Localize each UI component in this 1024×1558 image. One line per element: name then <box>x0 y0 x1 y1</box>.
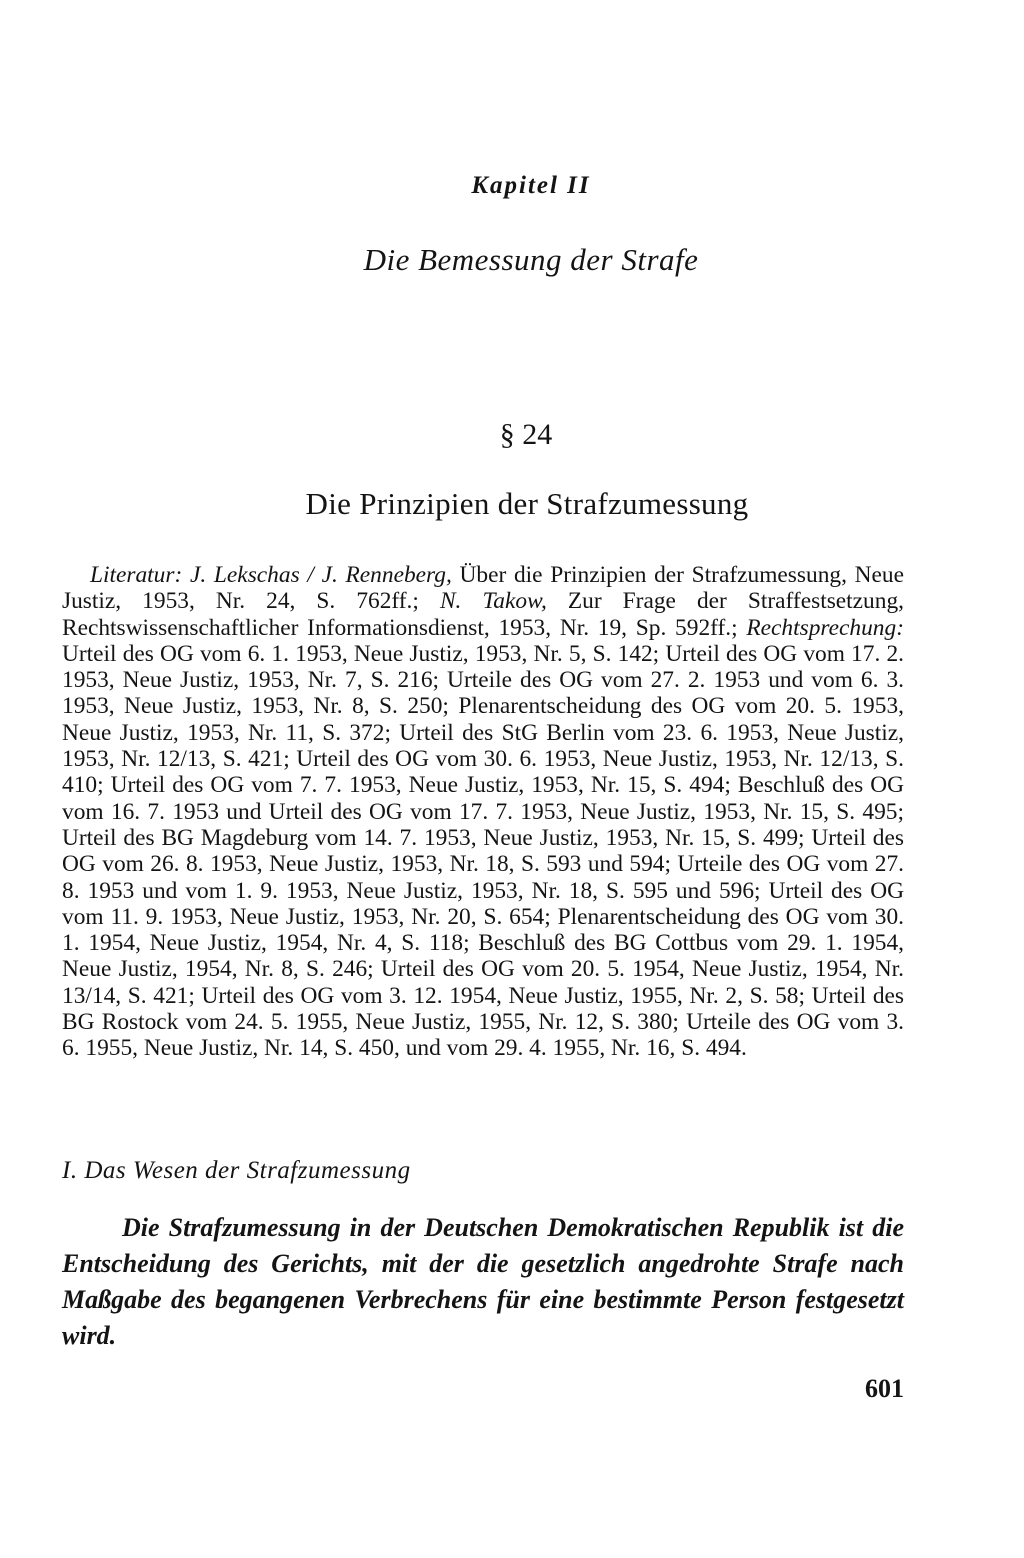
literature-paragraph <box>62 562 904 1062</box>
page-number: 601 <box>865 1374 904 1403</box>
subheading: I. Das Wesen der Strafzumessung <box>62 1157 411 1184</box>
case-law-label: Rechtsprechung: <box>746 614 904 641</box>
literature-text-2: Zur Frage der Straffestsetzung, Rechtswissenschaftlicher Informationsdienst, 1953, Nr. 19, Sp. 592ff.; <box>62 588 904 641</box>
literature-authors-2: N. Takow, <box>439 588 547 615</box>
case-law-text: Urteil des OG vom 6. 1. 1953, Neue Justiz, 1953, Nr. 5, S. 142; Urteil des OG vom 17. 2. 1953, Neue Justiz, 1953, Nr. 7, S. 216; Urteile des OG vom 27. 2. 1953 und vom 6. 3. 1953, Neue Justiz, 1953, Nr. 8, S. 250; Plenarentscheidung des OG vom 20. 5. 1953, Neue Justiz, 1953, Nr. 11, S. 372; Urteil des StG Berlin vom 23. 6. 1953, Neue Justiz, 1953, Nr. 12/13, S. 421; Urteil des OG vom 30. 6. 1953, Neue Justiz, 1953, Nr. 12/13, S. 410; Urteil des OG vom 7. 7. 1953, Neue Justiz, 1953, Nr. 15, S. 494; Beschluß des OG vom 16. 7. 1953 und Urteil des OG vom 17. 7. 1953, Neue Justiz, 1953, Nr. 15, S. 495; Urteil des BG Magdeburg vom 14. 7. 1953, Neue Justiz, 1953, Nr. 15, S. 499; Urteil des OG vom 26. 8. 1953, Neue Justiz, 1953, Nr. 18, S. 593 und 594; Urteile des OG vom 27. 8. 1953 und vom 1. 9. 1953, Neue Justiz, 1953, Nr. 18, S. 595 und 596; Urteil des OG vom 11. 9. 1953, Neue Justiz, 1953, Nr. 20, S. 654; Plenarentscheidung des OG vom 30. 1. 1954, Neue Justiz, 1954, Nr. 4, S. 118; Beschluß des BG Cottbus vom 29. 1. 1954, Neue Justiz, 1954, Nr. 8, S. 246; Urteil des OG vom 20. 5. 1954, Neue Justiz, 1954, Nr. 13/14, S. 421; Urteil des OG vom 3. 12. 1954, Neue Justiz, 1955, Nr. 2, S. 58; Urteil des BG Rostock vom 24. 5. 1955, Neue Justiz, 1955, Nr. 12, S. 380; Urteile des OG vom 3. 6. 1955, Neue Justiz, Nr. 14, S. 450, und vom 29. 4. 1955, Nr. 16, S. 494. <box>62 640 904 1062</box>
chapter-title: Die Bemessung der Strafe <box>363 242 699 277</box>
section-number: § 24 <box>499 418 553 451</box>
chapter-label: Kapitel II <box>471 172 591 199</box>
section-title: Die Prinzipien der Strafzumessung <box>305 486 749 521</box>
literature-label: Literatur: <box>90 562 183 588</box>
literature-text-1: Über die Prinzipien der Strafzumessung, Neue Justiz, 1953, Nr. 24, S. 762ff.; <box>62 562 904 615</box>
literature-authors-1: J. Lekschas / J. Renneberg, <box>189 562 452 588</box>
definition-paragraph: Die Strafzumessung in der Deutschen Demokratischen Republik ist die Entscheidung des Gerichts, mit der die gesetzlich angedrohte Strafe nach Maßgabe des begangenen Verbrechens für eine bestimmte Person festgesetzt wird. <box>62 1213 904 1350</box>
